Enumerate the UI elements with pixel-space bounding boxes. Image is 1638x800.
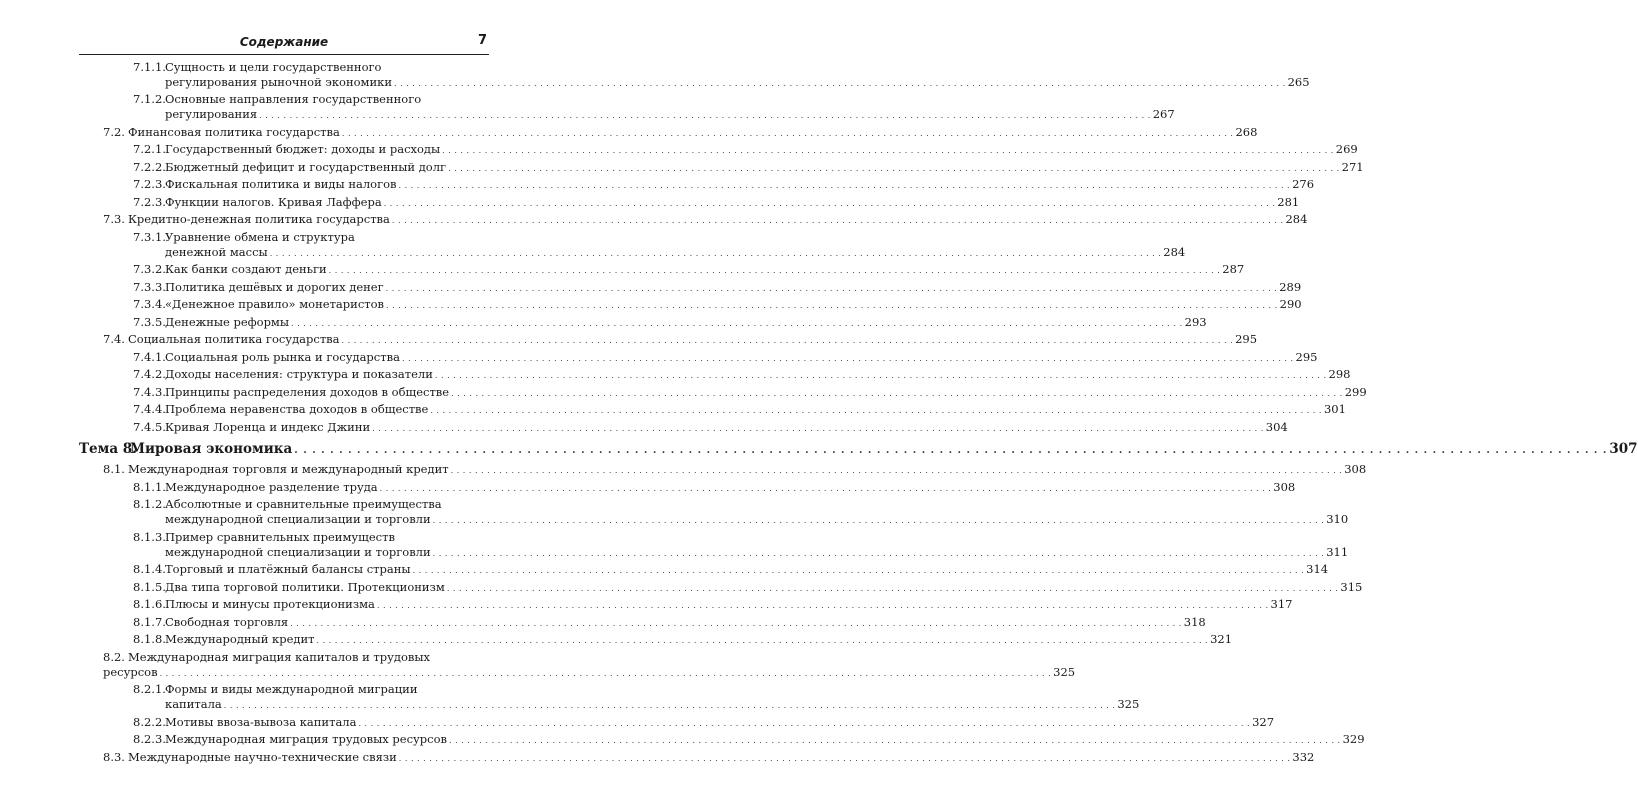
toc-entry-page: 307 — [1609, 440, 1638, 457]
toc-entry-page: 317 — [1270, 597, 1293, 611]
toc-entry-page: 332 — [1292, 749, 1315, 764]
toc-entry-title: Свободная торговля — [165, 614, 289, 629]
dot-leader — [259, 106, 1151, 124]
toc-entry-title: Функции налогов. Кривая Лаффера — [165, 194, 382, 209]
dot-leader — [399, 176, 1291, 194]
toc-entry-page: 308 — [1344, 462, 1367, 476]
toc-entry-number: 8.1.7. — [133, 614, 166, 629]
toc-entry — [103, 124, 1258, 140]
dot-leader — [435, 366, 1327, 384]
dot-leader — [433, 544, 1325, 562]
toc-entry-number: 7.2. — [103, 124, 125, 139]
toc-entry-title: Кредитно-денежная политика государства — [128, 212, 390, 226]
dot-leader — [430, 401, 1322, 419]
dot-leader — [447, 579, 1339, 597]
toc-entry-number: 7.4.4. — [133, 402, 166, 416]
toc-entry — [133, 681, 1140, 712]
toc-entry-page: 284 — [1285, 212, 1308, 226]
dot-leader — [358, 714, 1250, 732]
toc-entry — [133, 561, 1329, 577]
toc-entry-number: 7.4.5. — [133, 419, 166, 434]
toc-entry-title: Проблема неравенства доходов в обществе — [165, 402, 429, 416]
toc-entry-page: 290 — [1279, 297, 1302, 311]
header-page-number: 7 — [477, 33, 487, 48]
toc-entry-title-continued: международной специализации и торговли — [165, 512, 431, 526]
toc-entry — [133, 59, 1310, 90]
toc-entry — [103, 461, 1367, 477]
toc-entry — [133, 596, 1293, 612]
toc-entry — [133, 229, 1186, 260]
toc-entry-number: 8.2.2. — [133, 714, 166, 729]
toc-entry-number: 7.3.1. — [133, 229, 166, 244]
toc-entry-title: Международные научно-технические связи — [128, 749, 397, 764]
toc-entry — [133, 631, 1233, 647]
toc-entry-page: 304 — [1265, 419, 1288, 434]
toc-entry-title: Принципы распределения доходов в обществе — [165, 384, 450, 399]
toc-entry-number: 8.2.1. — [133, 682, 166, 696]
toc-entry-number: 7.3.4. — [133, 297, 166, 311]
dot-leader — [342, 124, 1234, 142]
toc-entry — [133, 419, 1288, 435]
dot-leader — [372, 419, 1264, 437]
toc-entry-title: Социальная роль рынка и государства — [165, 349, 400, 364]
toc-entry — [133, 176, 1315, 192]
toc-entry-number: 7.4. — [103, 332, 125, 346]
toc-entry-title: Международный кредит — [165, 632, 315, 646]
dot-leader — [317, 631, 1209, 649]
toc-entry — [133, 314, 1207, 330]
toc-entry-title: Кривая Лоренца и индекс Джини — [165, 419, 371, 434]
toc-entry-number: 7.3.2. — [133, 262, 166, 276]
toc-entry-title: Два типа торговой политики. Протекционизм — [165, 579, 445, 594]
dot-leader — [270, 244, 1162, 262]
dot-leader — [394, 74, 1286, 92]
dot-leader — [290, 614, 1182, 632]
toc-entry-page: 269 — [1335, 142, 1358, 156]
toc-entry-page: 325 — [1053, 664, 1076, 679]
toc-entry — [103, 649, 1076, 680]
toc-entry — [133, 384, 1367, 400]
toc-entry — [133, 579, 1363, 595]
toc-entry — [133, 279, 1302, 295]
dot-leader — [380, 479, 1272, 497]
dot-leader — [449, 731, 1341, 749]
toc-entry — [133, 194, 1300, 210]
toc-entry-number: 7.3.3. — [133, 279, 166, 294]
toc-entry-number: 8.3. — [103, 749, 125, 764]
toc-entry-title: Мировая экономика — [130, 440, 293, 457]
toc-entry-page: 325 — [1117, 697, 1140, 711]
toc-entry-title-continued: международной специализации и торговли — [165, 544, 431, 559]
toc-entry-page: 268 — [1235, 124, 1258, 139]
dot-leader — [399, 749, 1291, 767]
toc-entry-title: Торговый и платёжный балансы страны — [165, 562, 411, 576]
toc-entry — [133, 349, 1318, 365]
toc-entry-title: Бюджетный дефицит и государственный долг — [165, 159, 447, 174]
toc-entry-page: 298 — [1328, 367, 1351, 381]
toc-entry-page: 299 — [1344, 384, 1367, 399]
toc-entry-number: Тема 8. — [79, 440, 137, 457]
dot-leader — [294, 441, 1607, 459]
toc-entry-number: 8.2.3. — [133, 732, 166, 746]
toc-entry-number: 7.1.1. — [133, 59, 166, 74]
toc-entry-title: Международное разделение труда — [165, 479, 378, 494]
toc-entry-number: 7.3. — [103, 212, 125, 226]
toc-entry-page: 314 — [1306, 562, 1329, 576]
toc-entry — [133, 714, 1275, 730]
toc-entry-title: Международная миграция трудовых ресурсов — [165, 732, 447, 746]
toc-entry-number: 8.1.6. — [133, 597, 166, 611]
toc-entry — [133, 614, 1206, 630]
toc-entry-page: 301 — [1323, 402, 1346, 416]
toc-entry — [133, 401, 1346, 417]
dot-leader — [386, 296, 1278, 314]
toc-entry-title: Финансовая политика государства — [128, 124, 340, 139]
toc-entry-page: 289 — [1279, 279, 1302, 294]
toc-entry-title-continued: капитала — [165, 697, 222, 711]
header-title: Содержание — [239, 35, 329, 49]
dot-leader — [377, 596, 1269, 614]
toc-entry-title: Плюсы и минусы протекционизма — [165, 597, 375, 611]
dot-leader — [413, 561, 1305, 579]
toc-entry — [133, 261, 1245, 277]
toc-entry-title: «Денежное правило» монетаристов — [165, 297, 385, 311]
toc-entry-number: 8.1.3. — [133, 529, 166, 544]
toc-entry-title-continued: регулирования рыночной экономики — [165, 74, 393, 89]
dot-leader — [433, 511, 1325, 529]
toc-entry-number: 8.1.4. — [133, 562, 166, 576]
toc-entry-title: Международная миграция капиталов и трудовых — [128, 649, 431, 664]
toc-entry-number: 7.1.2. — [133, 92, 166, 106]
toc-entry-page: 329 — [1342, 732, 1365, 746]
dot-leader — [224, 696, 1116, 714]
toc-entry-title: Политика дешёвых и дорогих денег — [165, 279, 384, 294]
toc-entry-page: 315 — [1340, 579, 1363, 594]
toc-entry-number: 8.2. — [103, 649, 125, 664]
dot-leader — [342, 331, 1234, 349]
dot-leader — [384, 194, 1276, 212]
dot-leader — [451, 461, 1343, 479]
toc-entry — [103, 211, 1308, 227]
toc-entry-title: Как банки создают деньги — [165, 262, 327, 276]
toc-entry-number: 8.1.1. — [133, 479, 166, 494]
toc-entry — [133, 159, 1364, 175]
toc-entry-page: 287 — [1222, 262, 1245, 276]
toc-entry — [133, 479, 1296, 495]
toc-entry-page: 310 — [1326, 512, 1349, 526]
toc-entry-title: Государственный бюджет: доходы и расходы — [165, 142, 441, 156]
toc-entry-title: Уравнение обмена и структура — [165, 229, 355, 244]
toc-entry-page: 265 — [1287, 74, 1310, 89]
toc-entry-page: 311 — [1326, 544, 1349, 559]
toc-entry — [133, 496, 1349, 527]
dot-leader — [442, 141, 1334, 159]
toc-entry — [133, 731, 1365, 747]
dot-leader — [448, 159, 1340, 177]
toc-entry — [103, 749, 1315, 765]
toc-entry-number: 8.1. — [103, 462, 125, 476]
toc-entry-number: 8.1.5. — [133, 579, 166, 594]
toc-entry-title: Абсолютные и сравнительные преимущества — [165, 497, 442, 511]
toc-entry — [133, 296, 1302, 312]
toc-entry-page: 293 — [1184, 314, 1207, 329]
toc-entry-number: 7.4.3. — [133, 384, 166, 399]
toc-entry-title: Денежные реформы — [165, 314, 290, 329]
toc-entry — [133, 91, 1175, 122]
toc-entry — [133, 529, 1349, 560]
dot-leader — [402, 349, 1294, 367]
toc-entry — [133, 141, 1358, 157]
dot-leader — [392, 211, 1284, 229]
toc-entry-number: 8.1.8. — [133, 632, 166, 646]
toc-entry-number: 7.2.3. — [133, 194, 166, 209]
toc-entry-title: Социальная политика государства — [128, 332, 340, 346]
toc-entry-number: 7.4.2. — [133, 367, 166, 381]
toc-entry-page: 281 — [1277, 194, 1300, 209]
toc-entry-title-continued: регулирования — [165, 107, 258, 121]
toc-entry-page: 308 — [1273, 479, 1296, 494]
toc-entry-title: Формы и виды международной миграции — [165, 682, 418, 696]
toc-entry-number: 7.3.5. — [133, 314, 166, 329]
toc-entry-title: Международная торговля и международный кредит — [128, 462, 449, 476]
toc-entry-page: 271 — [1341, 159, 1364, 174]
toc-entry-number: 7.4.1. — [133, 349, 166, 364]
toc-entry-title: Доходы населения: структура и показатели — [165, 367, 433, 381]
dot-leader — [451, 384, 1343, 402]
toc-entry — [133, 366, 1351, 382]
dot-leader — [160, 664, 1052, 682]
toc-entry-page: 284 — [1163, 244, 1186, 259]
dot-leader — [329, 261, 1221, 279]
toc-entry-page: 267 — [1152, 107, 1175, 121]
toc-entry-page: 321 — [1210, 632, 1233, 646]
toc-entry-number: 8.1.2. — [133, 497, 166, 511]
toc-entry-page: 276 — [1292, 177, 1315, 191]
dot-leader — [291, 314, 1183, 332]
toc-entry-number: 7.2.3. — [133, 177, 166, 191]
toc-entry-title: Сущность и цели государственного — [165, 59, 382, 74]
toc-entry — [79, 440, 1638, 457]
dot-leader — [386, 279, 1278, 297]
toc-entry-page: 295 — [1235, 332, 1258, 346]
toc-entry-title: Фискальная политика и виды налогов — [165, 177, 397, 191]
toc-entry-number: 7.2.2. — [133, 159, 166, 174]
toc-entry-number: 7.2.1. — [133, 142, 166, 156]
toc-entry-title: Основные направления государственного — [165, 92, 422, 106]
toc-entry-page: 318 — [1183, 614, 1206, 629]
toc-entry — [103, 331, 1258, 347]
toc-entry-title-continued: денежной массы — [165, 244, 268, 259]
toc-entry-title: Пример сравнительных преимуществ — [165, 529, 395, 544]
toc-entry-title-continued: ресурсов — [103, 664, 158, 679]
toc-entry-page: 295 — [1295, 349, 1318, 364]
toc-entry-title: Мотивы ввоза-вывоза капитала — [165, 714, 357, 729]
toc-entry-page: 327 — [1252, 714, 1275, 729]
